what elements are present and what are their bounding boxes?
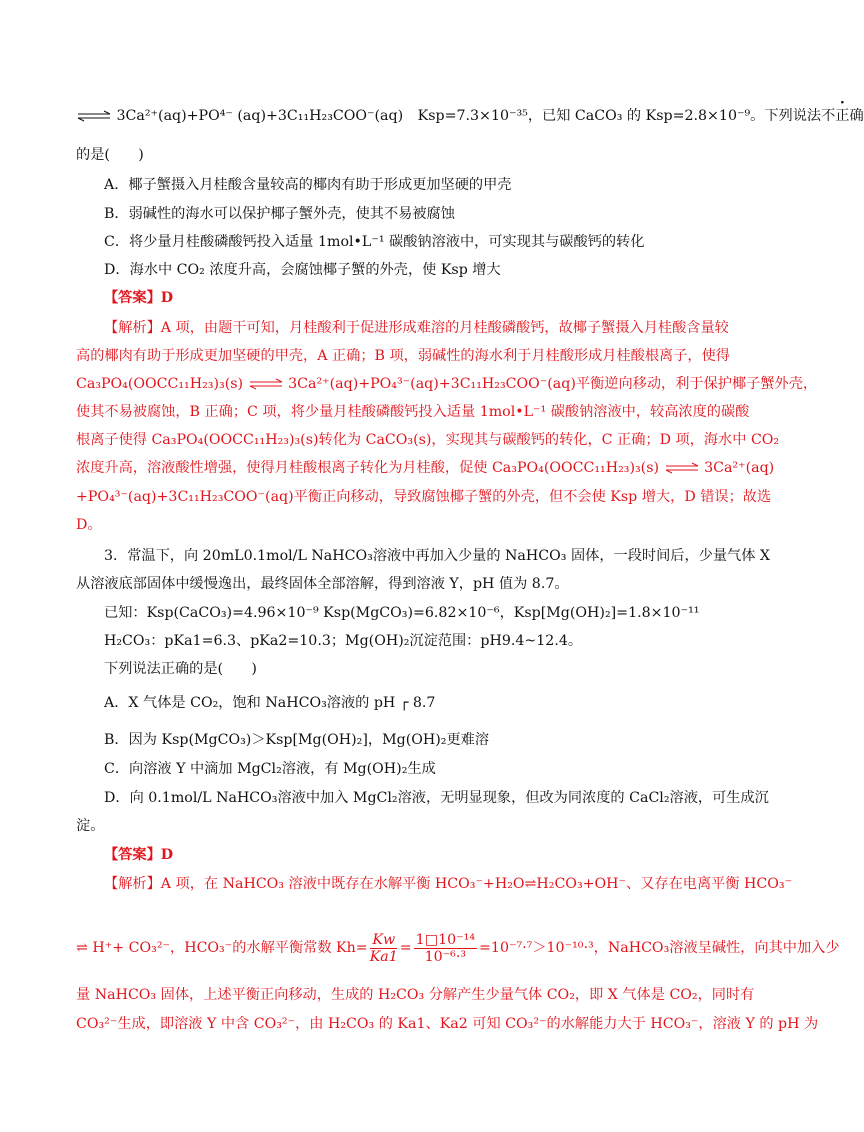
q3-option-a: A．X 气体是 CO₂，饱和 NaHCO₃溶液的 pH ┌ 8.7 [104, 695, 436, 711]
q3-option-d-cont: 淀。 [76, 818, 105, 834]
question2-stem-line1 [76, 106, 864, 126]
q3-option-d: D．向 0.1mol/L NaHCO₃溶液中加入 MgCl₂溶液，无明显现象，但改为同浓度的 CaCl₂溶液，可生成沉 [104, 790, 769, 806]
q2-analysis-line6: 浓度升高，溶液酸性增强，使得月桂酸根离子转化为月桂酸，促使 Ca₃PO₄(OOCC₁₁H₂₃)₃(s) 3Ca²⁺(aq) [76, 460, 775, 476]
equilibrium-arrow-icon [76, 111, 112, 121]
q3-known-line2: H₂CO₃：pKa1=6.3、pKa2=10.3；Mg(OH)₂沉淀范围：pH9.4~12.4。 [104, 633, 583, 649]
fraction-numeric: $\frac{\text{1□10⁻¹⁴}}{\text{10⁻⁶·³}}$ [415, 931, 476, 965]
q2-option-b: B．弱碱性的海水可以保护椰子蟹外壳，使其不易被腐蚀 [104, 206, 455, 222]
q2-analysis-line1: 【解析】A 项，由题干可知，月桂酸利于促进形成难溶的月桂酸磷酸钙，故椰子蟹摄入月桂酸含量较 [104, 320, 729, 336]
q2-analysis-line4: 使其不易被腐蚀，B 正确；C 项，将少量月桂酸磷酸钙投入适量 1mol•L⁻¹ 碳酸钠溶液中，较高浓度的碳酸 [76, 404, 750, 420]
equation-products: 3Ca²⁺(aq)+PO⁴⁻ (aq)+3C₁₁H₂₃COO⁻(aq) [116, 108, 404, 124]
q3-answer: 【答案】D [104, 847, 174, 863]
q3-analysis-line1: 【解析】A 项，在 NaHCO₃ 溶液中既存在水解平衡 HCO₃⁻+H₂O⇌H₂CO₃+OH⁻、又存在电离平衡 HCO₃⁻ [104, 876, 793, 892]
q2-analysis-line2: 高的椰肉有助于形成更加坚硬的甲壳，A 正确；B 项，弱碱性的海水利于月桂酸形成月桂酸根离子，使得 [76, 348, 730, 364]
q3-option-b: B．因为 Ksp(MgCO₃)＞Ksp[Mg(OH)₂]，Mg(OH)₂更难溶 [104, 732, 490, 748]
equilibrium-arrow-icon [664, 463, 700, 473]
q3-question-prompt: 下列说法正确的是( ) [104, 661, 257, 677]
q2-analysis-line7: +PO₄³⁻(aq)+3C₁₁H₂₃COO⁻(aq)平衡正向移动，导致腐蚀椰子蟹的外壳，但不会使 Ksp 增大，D 错误；故选 [76, 489, 772, 505]
q3-analysis-line3: 量 NaHCO₃ 固体，上述平衡正向移动，生成的 H₂CO₃ 分解产生少量气体 CO₂，即 X 气体是 CO₂，同时有 [76, 987, 755, 1003]
emphasis-not-correct: 不正确 [821, 108, 864, 124]
q3-option-c: C．向溶液 Y 中滴加 MgCl₂溶液，有 Mg(OH)₂生成 [104, 761, 436, 777]
q2-answer: 【答案】D [104, 290, 174, 306]
q2-option-a: A．椰子蟹摄入月桂酸含量较高的椰肉有助于形成更加坚硬的甲壳 [104, 177, 512, 193]
question2-stem-line2: 的是( ) [76, 147, 144, 163]
q3-analysis-line2: ⇌ H⁺+ CO₃²⁻，HCO₃⁻的水解平衡常数 Kh= $\frac{Kw}{Ka1}$ = $\frac{\text{1□10⁻¹⁴}}{\text{10⁻⁶·³}}$ =10⁻⁷·⁷＞10⁻¹⁰·³，NaHCO₃溶液呈碱性，向其中加入少 [76, 931, 840, 965]
q3-stem-line2: 从溶液底部固体中缓慢逸出，最终固体全部溶解，得到溶液 Y，pH 值为 8.7。 [76, 576, 569, 592]
q3-analysis-line4: CO₃²⁻生成，即溶液 Y 中含 CO₃²⁻，由 H₂CO₃ 的 Ka1、Ka2 可知 CO₃²⁻的水解能力大于 HCO₃⁻，溶液 Y 的 pH 为 [76, 1016, 819, 1032]
q2-option-d: D．海水中 CO₂ 浓度升高，会腐蚀椰子蟹的外壳，使 Ksp 增大 [104, 262, 501, 278]
ksp-statement: Ksp=7.3×10⁻³⁵，已知 CaCO₃ 的 Ksp=2.8×10⁻⁹。下列说法 [417, 108, 822, 124]
q2-analysis-line8: D。 [76, 517, 102, 533]
q2-analysis-line3: Ca₃PO₄(OOCC₁₁H₂₃)₃(s) 3Ca²⁺(aq)+PO₄³⁻(aq)+3C₁₁H₂₃COO⁻(aq)平衡逆向移动，利于保护椰子蟹外壳， [76, 376, 818, 392]
equilibrium-arrow-icon [248, 379, 284, 389]
q2-analysis-line5: 根离子使得 Ca₃PO₄(OOCC₁₁H₂₃)₃(s)转化为 CaCO₃(s)，实现其与碳酸钙的转化，C 正确；D 项，海水中 CO₂ [76, 432, 780, 448]
q2-option-c: C．将少量月桂酸磷酸钙投入适量 1mol•L⁻¹ 碳酸钠溶液中，可实现其与碳酸钙的转化 [104, 234, 645, 250]
fraction-kw-ka1: $\frac{Kw}{Ka1}$ [369, 931, 398, 965]
q3-stem-line1: 3．常温下，向 20mL0.1mol/L NaHCO₃溶液中再加入少量的 NaHCO₃ 固体，一段时间后，少量气体 X [104, 548, 770, 564]
q3-known-line1: 已知：Ksp(CaCO₃)=4.96×10⁻⁹ Ksp(MgCO₃)=6.82×10⁻⁶，Ksp[Mg(OH)₂]=1.8×10⁻¹¹ [104, 605, 700, 621]
